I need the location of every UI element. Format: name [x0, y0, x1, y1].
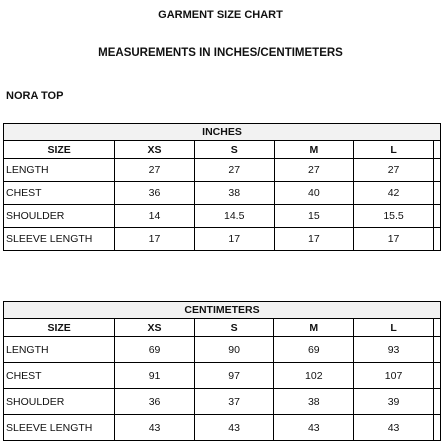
- row-label: SHOULDER: [4, 205, 115, 228]
- chart-title: GARMENT SIZE CHART: [158, 9, 283, 21]
- table-row-shoulder: [4, 389, 441, 415]
- table-cell: 93: [354, 337, 434, 363]
- column-header-m: M: [274, 319, 354, 337]
- table-edge-cell: [433, 389, 440, 415]
- table-cell: 43: [115, 415, 195, 441]
- table-cell: 43: [274, 415, 354, 441]
- table-cell: 27: [194, 159, 274, 182]
- unit-header-row: [4, 124, 441, 141]
- table-row-chest: [4, 363, 441, 389]
- column-header-size: SIZE: [4, 319, 115, 337]
- unit-label: CENTIMETERS: [4, 302, 441, 319]
- centimeters-size-table: [3, 301, 441, 441]
- table-edge-cell: [433, 319, 440, 337]
- table-row-length: [4, 159, 441, 182]
- table-cell: 37: [194, 389, 274, 415]
- table-row-length: [4, 337, 441, 363]
- table-cell: 17: [115, 228, 195, 251]
- table-cell: 27: [274, 159, 353, 182]
- table-cell: 97: [194, 363, 274, 389]
- table-cell: 42: [354, 182, 434, 205]
- table-cell: 15.5: [354, 205, 434, 228]
- table-cell: 90: [194, 337, 274, 363]
- row-label: CHEST: [4, 363, 115, 389]
- column-header-s: S: [194, 319, 274, 337]
- table-cell: 102: [274, 363, 354, 389]
- column-header-xs: XS: [115, 319, 195, 337]
- column-header-m: M: [274, 141, 353, 159]
- table-edge-cell: [433, 363, 440, 389]
- table-edge-cell: [433, 141, 440, 159]
- column-header-s: S: [194, 141, 274, 159]
- table-edge-cell: [433, 205, 440, 228]
- table-cell: 15: [274, 205, 353, 228]
- table-cell: 38: [274, 389, 354, 415]
- table-row-sleeve-length: [4, 415, 441, 441]
- table-cell: 17: [194, 228, 274, 251]
- table-cell: 17: [354, 228, 434, 251]
- unit-label: INCHES: [4, 124, 441, 141]
- table-edge-cell: [433, 182, 440, 205]
- table-edge-cell: [433, 159, 440, 182]
- measurement-units-subtitle: MEASUREMENTS IN INCHES/CENTIMETERS: [98, 47, 343, 59]
- table-row-shoulder: [4, 205, 441, 228]
- column-header-l: L: [354, 319, 434, 337]
- table-cell: 27: [354, 159, 434, 182]
- table-cell: 69: [115, 337, 195, 363]
- table-edge-cell: [433, 415, 440, 441]
- row-label: LENGTH: [4, 337, 115, 363]
- table-cell: 38: [194, 182, 274, 205]
- table-cell: 36: [115, 389, 195, 415]
- product-name: NORA TOP: [6, 90, 64, 102]
- row-label: CHEST: [4, 182, 115, 205]
- table-cell: 43: [194, 415, 274, 441]
- table-cell: 40: [274, 182, 353, 205]
- row-label: LENGTH: [4, 159, 115, 182]
- inches-size-table: [3, 123, 441, 251]
- table-cell: 14: [115, 205, 195, 228]
- table-row-chest: [4, 182, 441, 205]
- table-cell: 39: [354, 389, 434, 415]
- table-cell: 36: [115, 182, 195, 205]
- table-edge-cell: [433, 228, 440, 251]
- row-label: SLEEVE LENGTH: [4, 228, 115, 251]
- table-cell: 91: [115, 363, 195, 389]
- table-row-sleeve-length: [4, 228, 441, 251]
- table-cell: 107: [354, 363, 434, 389]
- column-header-l: L: [354, 141, 434, 159]
- table-cell: 17: [274, 228, 353, 251]
- row-label: SHOULDER: [4, 389, 115, 415]
- table-cell: 69: [274, 337, 354, 363]
- table-cell: 14.5: [194, 205, 274, 228]
- size-header-row: [4, 319, 441, 337]
- table-edge-cell: [433, 337, 440, 363]
- column-header-xs: XS: [115, 141, 195, 159]
- table-cell: 43: [354, 415, 434, 441]
- unit-header-row: [4, 302, 441, 319]
- row-label: SLEEVE LENGTH: [4, 415, 115, 441]
- table-cell: 27: [115, 159, 195, 182]
- column-header-size: SIZE: [4, 141, 115, 159]
- size-header-row: [4, 141, 441, 159]
